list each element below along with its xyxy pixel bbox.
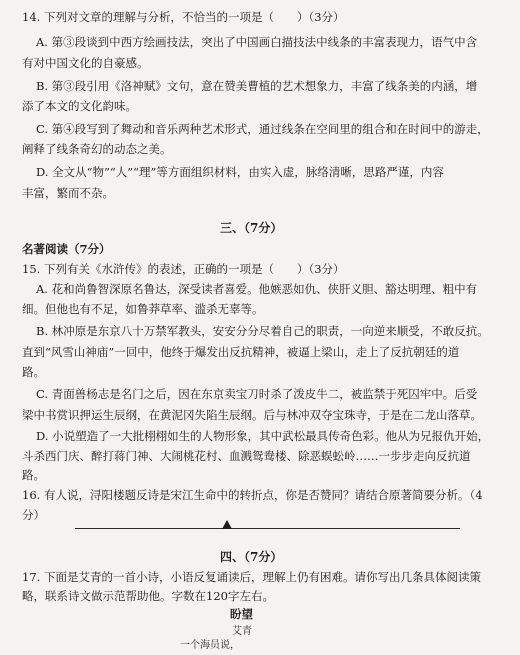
q14-stem: 14. 下列对文章的理解与分析，不恰当的一项是（ ）（3分） <box>22 10 345 24</box>
q14-option-c-line2: 阐释了线条奇幻的动态之美。 <box>22 142 172 156</box>
q15-stem: 15. 下列有关《水浒传》的表述，正确的一项是（ ）（3分） <box>22 262 345 276</box>
section-three-title: 三、（7分） <box>220 221 283 235</box>
q14-option-c-line1: C. 第④段写到了舞动和音乐两种艺术形式，通过线条在空间里的组合和在时间中的游走， <box>36 122 489 136</box>
q16-line1: 16. 有人说，浔阳楼题反诗是宋江生命中的转折点，你是否赞同？请结合原著简要分析。（4 <box>22 488 483 502</box>
poem-line-1: 一个海员说， <box>180 640 240 651</box>
poem-title: 盼望 <box>230 607 253 621</box>
q14-option-b-line1: B. 第③段引用《洛神赋》文句，意在赞美曹植的艺术想象力，丰富了线条美的内涵，增 <box>36 79 478 93</box>
triangle-marker <box>222 520 232 529</box>
q16-line2: 分） <box>22 508 45 522</box>
q14-option-b-line2: 添了本文的文化韵味。 <box>22 99 137 113</box>
q14-option-d-line1: D. 全文从“物”“人”“理”等方面组织材料，由实入虚，脉络清晰，思路严谨，内容 <box>36 165 444 179</box>
section-four-title: 四、（7分） <box>220 550 283 564</box>
q15-option-b-line2: 直到“风雪山神庙”一回中，他终于爆发出反抗精神，被逼上梁山，走上了反抗朝廷的道 <box>22 345 460 359</box>
q15-option-c-line2: 梁中书赏识押运生辰纲，在黄泥冈失陷生辰纲。后与林冲双夺宝珠寺，于是在二龙山落草。 <box>22 408 482 422</box>
q14-option-a-line2: 有对中国文化的自豪感。 <box>22 56 149 70</box>
q15-option-d-line1: D. 小说塑造了一大批栩栩如生的人物形象，其中武松最具传奇色彩。他从为兄报仇开始， <box>36 429 490 443</box>
q17-line1: 17. 下面是艾青的一首小诗，小语反复诵读后，理解上仍有困难。请你写出几条具体阅读策 <box>22 570 481 584</box>
q15-option-d-line3: 路。 <box>22 468 45 482</box>
q15-option-b-line1: B. 林冲原是东京八十万禁军教头，安安分分尽着自己的职责，一向逆来顺受，不敢反抗。 <box>36 324 489 338</box>
reading-section-label: 名著阅读（7分） <box>22 242 111 256</box>
answer-line <box>75 528 460 529</box>
q14-option-d-line2: 丰富，繁而不杂。 <box>22 186 114 200</box>
q15-option-a-line1: A. 花和尚鲁智深原名鲁达，深受读者喜爱。他嫉恶如仇、侠肝义胆、豁达明理、粗中有 <box>36 282 478 296</box>
q15-option-d-line2: 斗杀西门庆、醉打蒋门神、大闹桃花村、血溅鸳鸯楼、除恶蜈蚣岭……一步步走向反抗道 <box>22 449 471 463</box>
q14-option-a-line1: A. 第③段谈到中西方绘画技法，突出了中国画白描技法中线条的丰富表现力，语气中含 <box>36 35 478 49</box>
poem-author: 艾青 <box>232 626 252 637</box>
q15-option-c-line1: C. 青面兽杨志是名门之后，因在东京卖宝刀时杀了泼皮牛二，被监禁于死囚牢中。后受 <box>36 387 478 401</box>
q15-option-b-line3: 路。 <box>22 365 45 379</box>
q17-line2: 略，联系诗文做示范帮助他。字数在120字左右。 <box>22 589 274 603</box>
q15-option-a-line2: 细。但他也有不足，如鲁莽草率、滥杀无辜等。 <box>22 302 264 316</box>
